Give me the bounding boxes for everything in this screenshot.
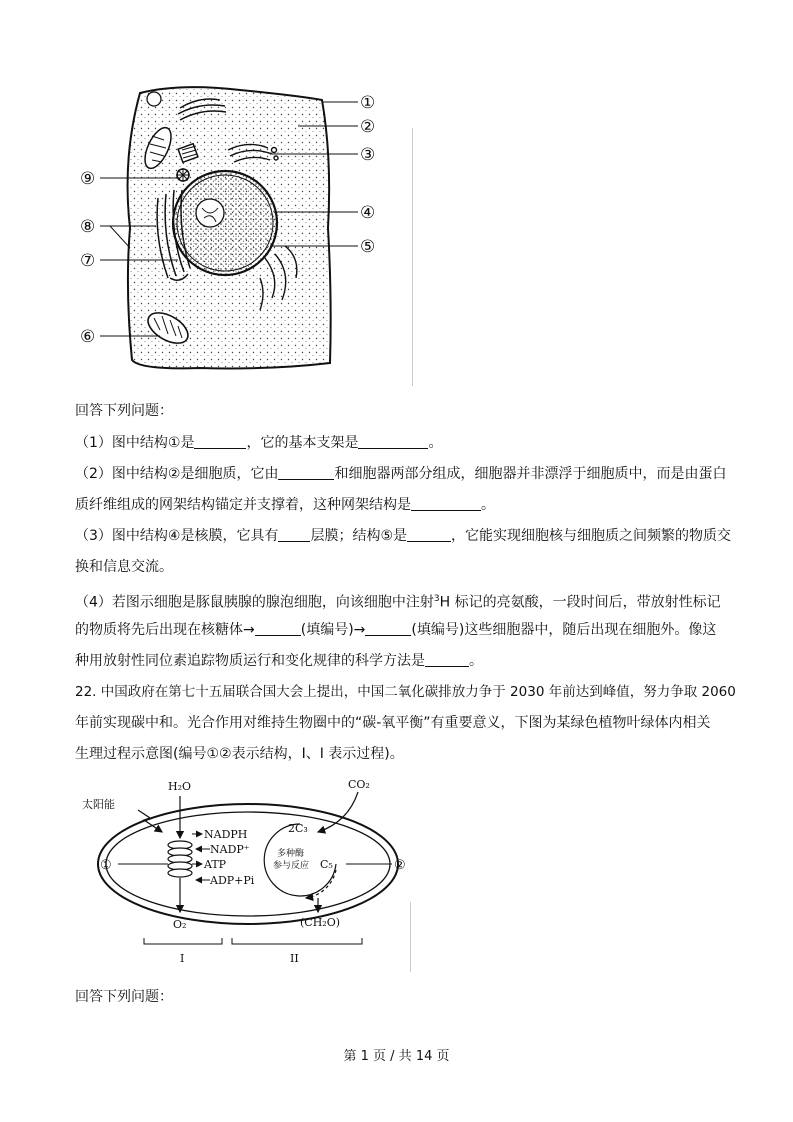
- adp-label: ADP+Pi: [210, 874, 255, 887]
- cell-label-4: ④: [360, 203, 376, 223]
- q21-part3-line1: （3）图中结构④是核膜，它具有 层膜；结构⑤是 ，它能实现细胞核与细胞质之间频繁的物质交: [75, 528, 732, 544]
- q22-line3: 生理过程示意图(编号①②表示结构，I、I 表示过程)。: [75, 746, 404, 762]
- answer-blank[interactable]: [407, 527, 451, 542]
- grana-stack: [168, 841, 192, 877]
- structure-2-label: ②: [394, 858, 406, 873]
- answer-blank[interactable]: [194, 434, 246, 449]
- q21-part4-line2: 的物质将先后出现在核糖体→ (填编号)→ (填编号)这些细胞器中，随后出现在细胞外。像这: [75, 622, 717, 638]
- enzyme-label-2: 参与反应: [273, 861, 310, 871]
- co2-label: CO₂: [348, 778, 370, 791]
- q22-line2: 年前实现碳中和。光合作用对维持生物圈中的“碳-氧平衡”有重要意义，下图为某绿色植物叶绿体内相关: [75, 715, 711, 731]
- o2-label: O₂: [173, 918, 187, 931]
- structure-1-label: ①: [100, 858, 112, 873]
- answer-blank[interactable]: [365, 621, 411, 636]
- answer-blank[interactable]: [278, 465, 334, 480]
- c5-label: C₅: [320, 858, 333, 871]
- cell-label-2: ②: [360, 117, 376, 137]
- cell-label-8: ⑧: [80, 217, 96, 237]
- sun-label: 太阳能: [82, 798, 115, 811]
- q21-part1: （1）图中结构①是 ，它的基本支架是 。: [75, 435, 443, 451]
- q21-prompt: 回答下列问题：: [75, 403, 173, 419]
- answer-blank[interactable]: [255, 621, 301, 636]
- h2o-label: H₂O: [168, 780, 192, 793]
- figure-divider-1: [412, 128, 413, 386]
- cell-label-1: ①: [360, 93, 376, 113]
- c3-label: 2C₃: [288, 822, 308, 835]
- q21-part4-line3: 种用放射性同位素追踪物质运行和变化规律的科学方法是 。: [75, 653, 483, 669]
- nucleus: [173, 171, 277, 275]
- q21-part2-line1: （2）图中结构②是细胞质，它由 和细胞器两部分组成，细胞器并非漂浮于细胞质中，而是由蛋白: [75, 466, 727, 482]
- animal-cell-diagram: [70, 78, 420, 388]
- q21-part4-line1: （4）若图示细胞是豚鼠胰腺的腺泡细胞，向该细胞中注射$^3$H 标记的亮氨酸，一段时间后，带放射性标记: [75, 594, 721, 611]
- chloroplast-diagram: [78, 772, 418, 972]
- cell-label-3: ③: [360, 145, 376, 165]
- stage-2-label: II: [290, 952, 299, 965]
- page-footer: 第 1 页 / 共 14 页: [343, 1049, 450, 1064]
- figure-divider-2: [410, 902, 411, 972]
- answer-blank[interactable]: [411, 496, 481, 511]
- q21-part3-line2: 换和信息交流。: [75, 559, 173, 575]
- answer-blank[interactable]: [425, 652, 469, 667]
- cell-label-7: ⑦: [80, 251, 96, 271]
- answer-blank[interactable]: [358, 434, 428, 449]
- q22-line1: 22. 中国政府在第七十五届联合国大会上提出，中国二氧化碳排放力争于 2030 年前达到峰值，努力争取 2060: [75, 684, 736, 700]
- ch2o-label: (CH₂O): [300, 916, 341, 929]
- atp-label: ATP: [204, 858, 227, 871]
- q22-prompt: 回答下列问题：: [75, 989, 173, 1005]
- cell-label-5: ⑤: [360, 237, 376, 257]
- answer-blank[interactable]: [278, 527, 310, 542]
- nadph-label: NADPH: [204, 828, 248, 841]
- enzyme-label-1: 多种酶: [277, 849, 305, 859]
- cell-label-6: ⑥: [80, 327, 96, 347]
- cell-label-9: ⑨: [80, 169, 96, 189]
- stage-1-label: I: [180, 952, 185, 965]
- q21-part2-line2: 质纤维组成的网架结构锚定并支撑着，这种网架结构是 。: [75, 497, 495, 513]
- nadp-label: NADP⁺: [210, 843, 250, 856]
